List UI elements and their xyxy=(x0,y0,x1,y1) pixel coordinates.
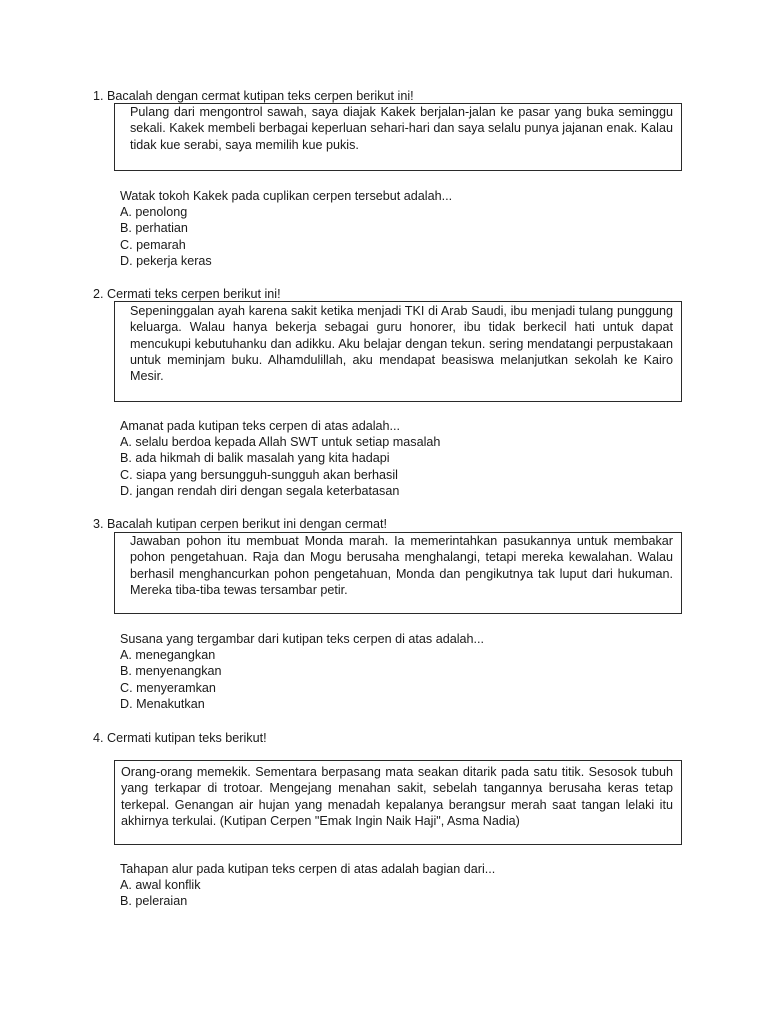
question-2-passage: Sepeninggalan ayah karena sakit ketika menjadi TKI di Arab Saudi, ibu menjadi tulang punggung keluarga. Walau hanya bekerja sebagai guru honorer, ibu tidak berkecil hati untuk dapat mencukupi kebutuhanku dan adikku. Aku belajar dengan tekun. sering mendatangi perpustakaan untuk meminjam buku. Alhamdulillah, aku mendapat beasiswa melanjutkan sekolah ke Kairo Mesir. xyxy=(130,304,673,384)
question-4-option-a: A. awal konflik xyxy=(120,878,201,892)
question-3-option-a: A. menegangkan xyxy=(120,648,216,662)
question-1-options xyxy=(120,204,212,269)
question-2-option-c: C. siapa yang bersungguh-sungguh akan berhasil xyxy=(120,467,398,482)
question-1-title: 1. Bacalah dengan cermat kutipan teks cerpen berikut ini! xyxy=(93,89,414,103)
question-2-passage-box xyxy=(114,301,682,402)
question-1-passage: Pulang dari mengontrol sawah, saya diajak Kakek berjalan-jalan ke pasar yang buka seminggu sekali. Kakek membeli berbagai keperluan sehari-hari dan saya selalu punya jajanan enak. Kalau tidak kue serabi, saya memilih kue pukis. xyxy=(130,105,673,152)
question-4-passage-box xyxy=(114,760,682,845)
question-1-stem: Watak tokoh Kakek pada cuplikan cerpen tersebut adalah... xyxy=(120,189,453,203)
question-1-option-c: C. pemarah xyxy=(120,237,186,252)
question-1-passage-box xyxy=(114,103,682,171)
question-3-passage: Jawaban pohon itu membuat Monda marah. Ia memerintahkan pasukannya untuk membakar pohon pengetahuan. Raja dan Mogu berusaha menghalangi, tetapi mereka kewalahan. Walau berhasil menghancurkan pohon pengetahuan, Monda dan pengikutnya tak luput dari hukuman. Mereka tiba-tiba tewas tersambar petir. xyxy=(130,534,673,597)
question-4-title: 4. Cermati kutipan teks berikut! xyxy=(93,731,267,745)
question-3-stem: Susana yang tergambar dari kutipan teks cerpen di atas adalah... xyxy=(120,632,485,646)
question-1-option-a: A. penolong xyxy=(120,205,188,219)
question-4-passage: Orang-orang memekik. Sementara berpasang mata seakan ditarik pada satu titik. Sesosok tubuh yang terkapar di trotoar. Mengejang menahan sakit, sebelah tangannya berusaha keras tetap terkepal. Genangan air hujan yang menadah kepalanya berangsur merah saat tangan lelaki itu akhirnya terkulai. (Kutipan Cerpen "Emak Ingin Naik Haji", Asma Nadia) xyxy=(121,765,673,828)
question-4-stem: Tahapan alur pada kutipan teks cerpen di atas adalah bagian dari... xyxy=(120,862,496,876)
question-4-option-b: B. peleraian xyxy=(120,894,188,909)
question-3-options xyxy=(120,647,222,712)
question-2-option-a: A. selalu berdoa kepada Allah SWT untuk setiap masalah xyxy=(120,435,441,449)
question-3-option-b: B. menyenangkan xyxy=(120,664,222,679)
question-2-stem: Amanat pada kutipan teks cerpen di atas adalah... xyxy=(120,419,401,433)
question-1-option-b: B. perhatian xyxy=(120,221,188,236)
question-4-options xyxy=(120,877,201,910)
question-2-options xyxy=(120,434,440,499)
question-2-option-b: B. ada hikmah di balik masalah yang kita hadapi xyxy=(120,451,390,466)
question-3-option-c: C. menyeramkan xyxy=(120,680,216,695)
question-2-title: 2. Cermati teks cerpen berikut ini! xyxy=(93,287,281,301)
question-1-option-d: D. pekerja keras xyxy=(120,253,212,268)
question-2-option-d: D. jangan rendah diri dengan segala keterbatasan xyxy=(120,483,400,498)
question-3-passage-box xyxy=(114,532,682,614)
question-3-option-d: D. Menakutkan xyxy=(120,696,205,711)
question-3-title: 3. Bacalah kutipan cerpen berikut ini dengan cermat! xyxy=(93,517,388,531)
